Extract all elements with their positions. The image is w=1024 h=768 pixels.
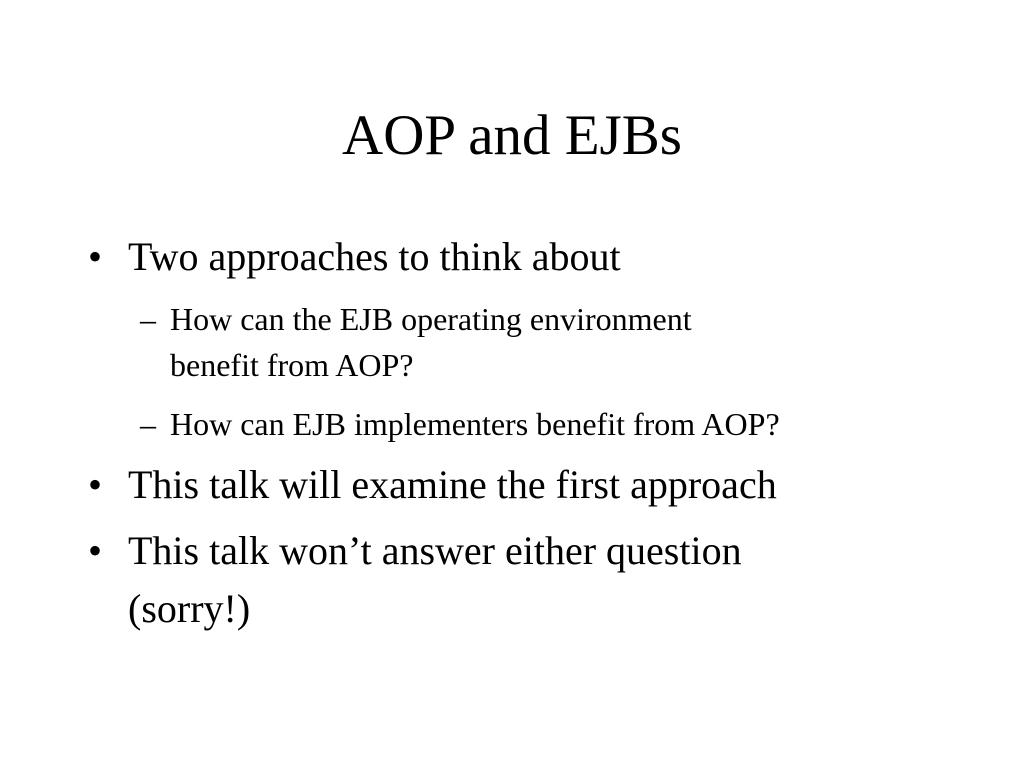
sub-bullet-text-line2: benefit from AOP? bbox=[170, 347, 414, 383]
bullet-text-line1: This talk won’t answer either question bbox=[128, 528, 742, 573]
sub-bullet-item bbox=[140, 401, 1000, 447]
sub-bullet-text: How can EJB implementers benefit from AOP? bbox=[170, 406, 780, 442]
bullet-marker: • bbox=[88, 528, 103, 573]
bullet-item bbox=[88, 522, 948, 638]
bullet-marker: • bbox=[88, 462, 103, 507]
sub-bullet-item bbox=[140, 296, 960, 388]
bullet-marker: • bbox=[88, 234, 103, 279]
bullet-text: Two approaches to think about bbox=[128, 234, 621, 279]
sub-bullet-text-line1: How can the EJB operating environment bbox=[170, 301, 692, 337]
slide-title: AOP and EJBs bbox=[342, 104, 682, 167]
bullet-text: This talk will examine the first approach bbox=[128, 462, 777, 507]
bullet-text-line2: (sorry!) bbox=[128, 586, 251, 631]
bullet-item bbox=[88, 456, 948, 514]
sub-bullet-marker: – bbox=[140, 301, 156, 337]
bullet-item bbox=[88, 228, 888, 286]
sub-bullet-marker: – bbox=[140, 406, 156, 442]
